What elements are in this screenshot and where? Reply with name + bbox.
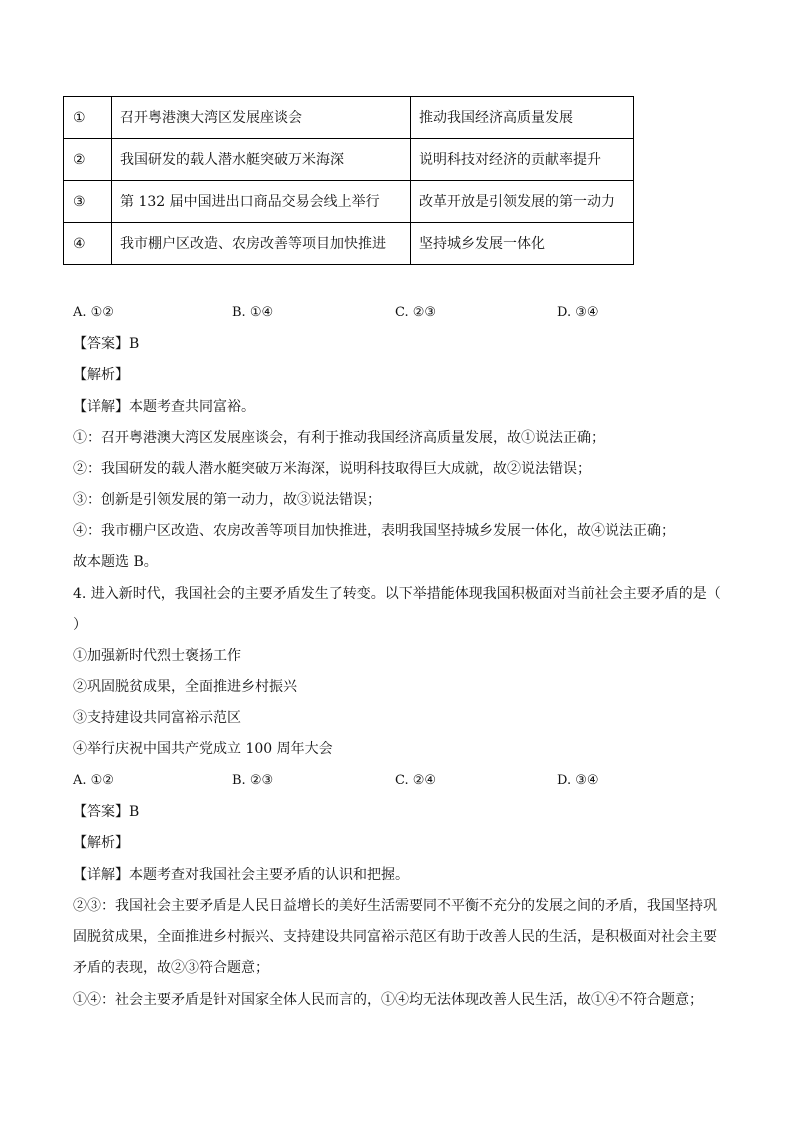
q4-option-d: D. ③④	[557, 773, 599, 788]
table-cell-number: ②	[64, 139, 112, 181]
q4-analysis-line: 固脱贫成果，全面推进乡村振兴、支持建设共同富裕示范区有助于改善人民的生活，是积极面对社会主要	[73, 929, 717, 945]
q3-option-a: A. ①②	[73, 305, 114, 320]
q4-option-a: A. ①②	[73, 773, 114, 788]
q4-item: ④举行庆祝中国共产党成立 100 周年大会	[73, 741, 333, 757]
table-row	[64, 181, 634, 223]
q4-item: ①加强新时代烈士褒扬工作	[73, 648, 241, 664]
q3-analysis-line: ②：我国研发的载人潜水艇突破万米海深，说明科技取得巨大成就，故②说法错误；	[73, 461, 591, 477]
q3-option-c: C. ②③	[395, 305, 437, 320]
table-cell-number: ③	[64, 181, 112, 223]
q3-analysis-label: 【解析】	[73, 367, 129, 383]
table-row	[64, 223, 634, 265]
table-row	[64, 97, 634, 139]
q4-analysis-line: ②③：我国社会主要矛盾是人民日益增长的美好生活需要同不平衡不充分的发展之间的矛盾，我国坚持巩	[73, 898, 717, 914]
q3-analysis-line: ③：创新是引领发展的第一动力，故③说法错误；	[73, 492, 381, 508]
q3-detail: 【详解】本题考查共同富裕。	[73, 399, 255, 415]
table-cell-meaning: 推动我国经济高质量发展	[411, 97, 634, 139]
q4-stem: 4. 进入新时代，我国社会的主要矛盾发生了转变。以下举措能体现我国积极面对当前社会主要矛盾的是（	[73, 586, 721, 602]
table-cell-meaning: 坚持城乡发展一体化	[411, 223, 634, 265]
q4-item: ③支持建设共同富裕示范区	[73, 710, 241, 726]
q3-analysis-line: ①：召开粤港澳大湾区发展座谈会，有利于推动我国经济高质量发展，故①说法正确；	[73, 430, 605, 446]
statement-table	[63, 96, 634, 265]
table-cell-meaning: 改革开放是引领发展的第一动力	[411, 181, 634, 223]
q3-option-b: B. ①④	[232, 305, 274, 320]
q4-analysis-label: 【解析】	[73, 835, 129, 851]
q4-stem-cont: ）	[73, 617, 87, 633]
q4-detail: 【详解】本题考查对我国社会主要矛盾的认识和把握。	[73, 867, 409, 883]
table-cell-event: 第 132 届中国进出口商品交易会线上举行	[112, 181, 411, 223]
q4-analysis-line: ①④：社会主要矛盾是针对国家全体人民而言的，①④均无法体现改善人民生活，故①④不符合题意；	[73, 992, 703, 1008]
table-cell-meaning: 说明科技对经济的贡献率提升	[411, 139, 634, 181]
q3-analysis-line: ④：我市棚户区改造、农房改善等项目加快推进，表明我国坚持城乡发展一体化，故④说法正确；	[73, 523, 675, 539]
table-cell-number: ④	[64, 223, 112, 265]
q3-answer: 【答案】B	[73, 336, 140, 352]
table-cell-number: ①	[64, 97, 112, 139]
q3-conclusion: 故本题选 B。	[73, 554, 158, 570]
q4-option-c: C. ②④	[395, 773, 437, 788]
q4-item: ②巩固脱贫成果，全面推进乡村振兴	[73, 679, 297, 695]
table-cell-event: 召开粤港澳大湾区发展座谈会	[112, 97, 411, 139]
q4-analysis-line: 矛盾的表现，故②③符合题意；	[73, 960, 269, 976]
table-row	[64, 139, 634, 181]
table-cell-event: 我市棚户区改造、农房改善等项目加快推进	[112, 223, 411, 265]
q4-answer: 【答案】B	[73, 804, 140, 820]
q4-option-b: B. ②③	[232, 773, 274, 788]
table-cell-event: 我国研发的载人潜水艇突破万米海深	[112, 139, 411, 181]
q3-option-d: D. ③④	[557, 305, 599, 320]
